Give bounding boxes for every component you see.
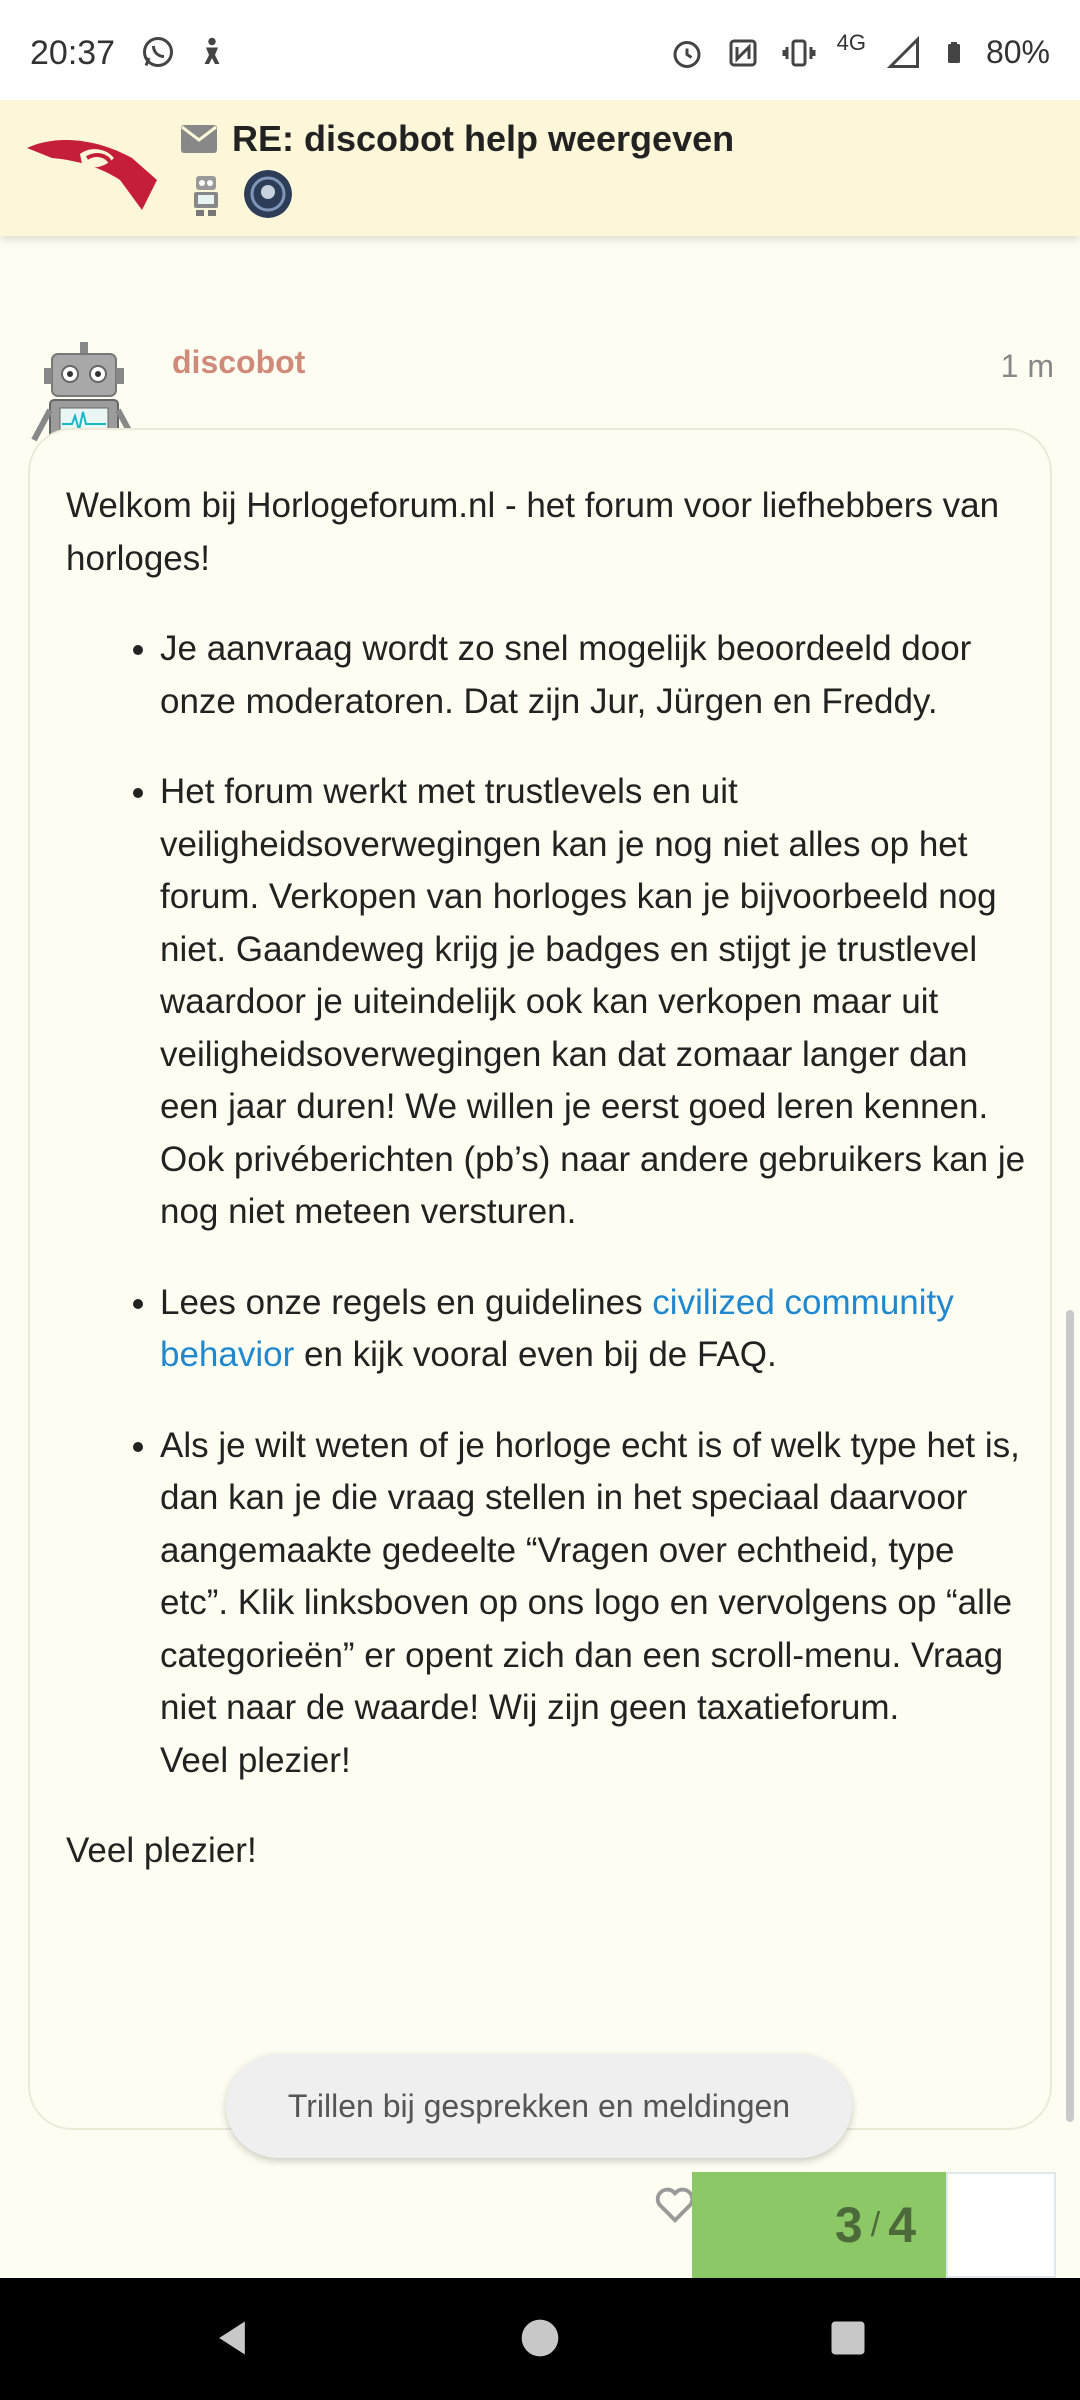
progress-panel[interactable] <box>946 2172 1056 2278</box>
vibrate-icon <box>781 35 817 71</box>
battery-level: 80% <box>985 34 1050 70</box>
bullet-text: en kijk vooral even bij de FAQ. <box>294 1335 777 1374</box>
envelope-icon <box>180 124 218 154</box>
guidelines-link[interactable]: civilized community behavior <box>160 1282 954 1374</box>
discobot-avatar[interactable] <box>182 170 230 218</box>
accessibility-icon <box>194 34 230 70</box>
user-avatar[interactable] <box>244 170 292 218</box>
horlogeforum-logo[interactable] <box>22 118 162 218</box>
bullet-text: Veel plezier! <box>160 1740 351 1780</box>
list-item <box>160 1277 1026 1382</box>
nfc-icon <box>725 35 761 71</box>
list-item: • Je aanvraag wordt zo snel mogelijk beoordeeld door onze moderatoren. Dat zijn Jur, Jürgen en Freddy. <box>160 623 1026 728</box>
bullet-text: Lees onze regels en guidelines <box>160 1282 653 1322</box>
post-bullet-list <box>66 623 1026 1787</box>
signal-icon <box>886 35 922 71</box>
recents-icon[interactable] <box>826 2316 870 2360</box>
post-username[interactable]: discobot <box>172 344 306 380</box>
topic-header <box>0 100 1080 236</box>
alarm-icon <box>669 35 705 71</box>
list-item <box>160 1420 1026 1788</box>
post-intro: Welkom bij Horlogeforum.nl - het forum voor liefhebbers van horloges! <box>66 486 1000 578</box>
toast-message: Trillen bij gesprekken en meldingen <box>226 2054 852 2158</box>
topic-title[interactable]: RE: discobot help weergeven <box>232 118 735 159</box>
post-timestamp[interactable]: 1 m <box>1000 348 1054 384</box>
progress-total: 4 <box>888 2197 916 2253</box>
bullet-text: Als je wilt weten of je horloge echt is of welk type het is, dan kan je die vraag stellen in het speciaal daarvoor aangemaakte gedeelte “Vragen over echtheid, type etc”. Klik linksboven op ons logo en vervolgens op “alle categorieën” er opent zich dan een scroll-menu. Vraag niet naar de waarde! Wij zijn geen taxatieforum. <box>160 1425 1020 1727</box>
battery-icon <box>942 35 966 71</box>
post-closing: Veel plezier! <box>66 1831 257 1870</box>
progress-separator: / <box>870 2205 881 2244</box>
back-icon[interactable] <box>210 2316 254 2360</box>
post-progress-counter[interactable] <box>692 2172 946 2278</box>
status-bar <box>0 0 1080 100</box>
scrollbar[interactable] <box>1066 1310 1074 2122</box>
status-time: 20:37 <box>30 34 116 72</box>
post-content <box>66 480 1026 1878</box>
whatsapp-icon <box>140 34 176 70</box>
network-type: 4G <box>836 29 866 55</box>
list-item: • Het forum werkt met trustlevels en uit veiligheidsoverwegingen kan je nog niet alles op het forum. Verkopen van horloges kan je bijvoorbeeld nog niet. Gaandeweg krijg je badges en stijgt je trustlevel waardoor je uiteindelijk ook kan verkopen maar uit veiligheidsoverwegingen kan dat zomaar langer dan een jaar duren! We willen je eerst goed leren kennen. Ook privéberichten (pb’s) naar andere gebruikers kan je nog niet meteen versturen. <box>160 766 1026 1239</box>
home-icon[interactable] <box>518 2316 562 2360</box>
progress-current: 3 <box>834 2197 863 2253</box>
